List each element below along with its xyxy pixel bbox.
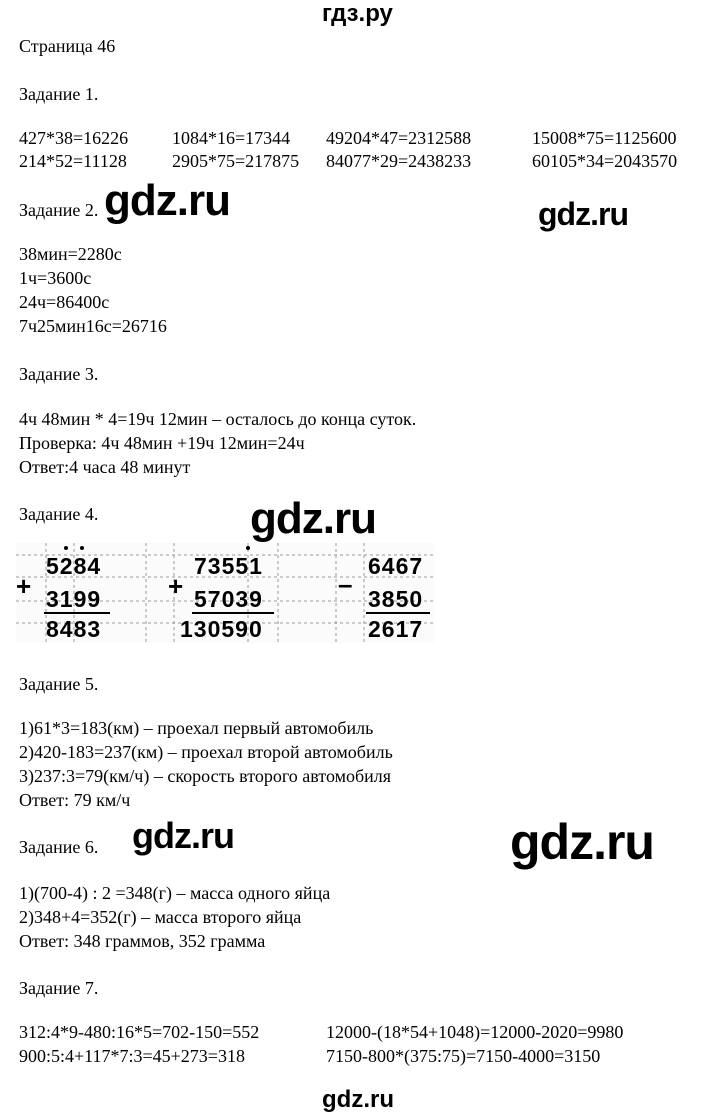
subtrahend: 3850 bbox=[368, 586, 424, 612]
task-5-line: Ответ: 79 км/ч bbox=[19, 790, 131, 810]
carry-dot bbox=[64, 546, 68, 550]
addend-1: 5284 bbox=[46, 553, 102, 579]
plus-sign: + bbox=[168, 571, 184, 601]
task-7-expression: 7150-800*(375:75)=7150-4000=3150 bbox=[326, 1046, 601, 1066]
task-4-heading: Задание 4. bbox=[19, 504, 99, 524]
carry-dot bbox=[80, 546, 84, 550]
difference-line bbox=[366, 612, 430, 614]
watermark: gdz.ru bbox=[510, 814, 654, 870]
task-2-line: 38мин=2280с bbox=[19, 244, 122, 264]
plus-sign: + bbox=[16, 571, 32, 601]
sum-result: 130590 bbox=[180, 616, 263, 642]
page-label: Страница 46 bbox=[19, 36, 116, 56]
task-5-line: 1)61*3=183(км) – проехал первый автомобиль bbox=[19, 718, 374, 738]
task-1-cell: 427*38=16226 bbox=[19, 128, 129, 148]
sum-line bbox=[192, 612, 274, 614]
task-2-heading: Задание 2. bbox=[19, 200, 99, 220]
task-6-line: 2)348+4=352(г) – масса второго яйца bbox=[19, 907, 302, 927]
task-2-line: 1ч=3600с bbox=[19, 268, 92, 288]
task-3-heading: Задание 3. bbox=[19, 364, 99, 384]
task-3-line: Проверка: 4ч 48мин +19ч 12мин=24ч bbox=[19, 433, 305, 453]
difference-result: 2617 bbox=[368, 616, 424, 642]
minuend: 6467 bbox=[368, 553, 424, 579]
sum-line bbox=[44, 612, 110, 614]
carry-dot bbox=[246, 546, 250, 550]
watermark: gdz.ru bbox=[538, 196, 628, 232]
task-1-cell: 2905*75=217875 bbox=[172, 151, 300, 171]
watermark-top: гдз.ру bbox=[322, 0, 393, 27]
task-1-cell: 84077*29=2438233 bbox=[326, 151, 472, 171]
task-2-line: 24ч=86400с bbox=[19, 292, 110, 312]
addend-1: 73551 bbox=[194, 553, 263, 579]
task-7-expression: 312:4*9-480:16*5=702-150=552 bbox=[19, 1022, 260, 1042]
task-1-cell: 214*52=11128 bbox=[19, 151, 127, 171]
task-1-heading: Задание 1. bbox=[19, 84, 99, 104]
watermark: gdz.ru bbox=[132, 815, 234, 856]
task-6-line: 1)(700-4) : 2 =348(г) – масса одного яйца bbox=[19, 883, 331, 903]
task-7-heading: Задание 7. bbox=[19, 978, 99, 998]
task-7-expression: 900:5:4+117*7:3=45+273=318 bbox=[19, 1046, 245, 1066]
task-5-line: 3)237:3=79(км/ч) – скорость второго автомобиля bbox=[19, 766, 392, 786]
task-5-line: 2)420-183=237(км) – проехал второй автомобиль bbox=[19, 742, 393, 762]
task-1-cell: 15008*75=1125600 bbox=[532, 128, 677, 148]
task-7-expression: 12000-(18*54+1048)=12000-2020=9980 bbox=[326, 1022, 624, 1042]
minus-sign: – bbox=[338, 569, 353, 599]
column-arithmetic-scan bbox=[16, 543, 434, 643]
task-1-cell: 49204*47=2312588 bbox=[326, 128, 472, 148]
task-2-line: 7ч25мин16с=26716 bbox=[19, 316, 167, 336]
task-6-line: Ответ: 348 граммов, 352 грамма bbox=[19, 931, 266, 951]
sum-result: 8483 bbox=[46, 616, 102, 642]
task-1-cell: 60105*34=2043570 bbox=[532, 151, 678, 171]
task-5-heading: Задание 5. bbox=[19, 674, 99, 694]
task-1-cell: 1084*16=17344 bbox=[172, 128, 291, 148]
watermark-bottom: gdz.ru bbox=[322, 1086, 394, 1113]
task-3-line: 4ч 48мин * 4=19ч 12мин – осталось до конца суток. bbox=[19, 409, 417, 429]
addend-2: 3199 bbox=[46, 586, 102, 612]
watermark: gdz.ru bbox=[250, 494, 376, 543]
task-6-heading: Задание 6. bbox=[19, 837, 99, 857]
task-3-line: Ответ:4 часа 48 минут bbox=[19, 457, 191, 477]
watermark: gdz.ru bbox=[104, 176, 230, 225]
addend-2: 57039 bbox=[194, 586, 263, 612]
